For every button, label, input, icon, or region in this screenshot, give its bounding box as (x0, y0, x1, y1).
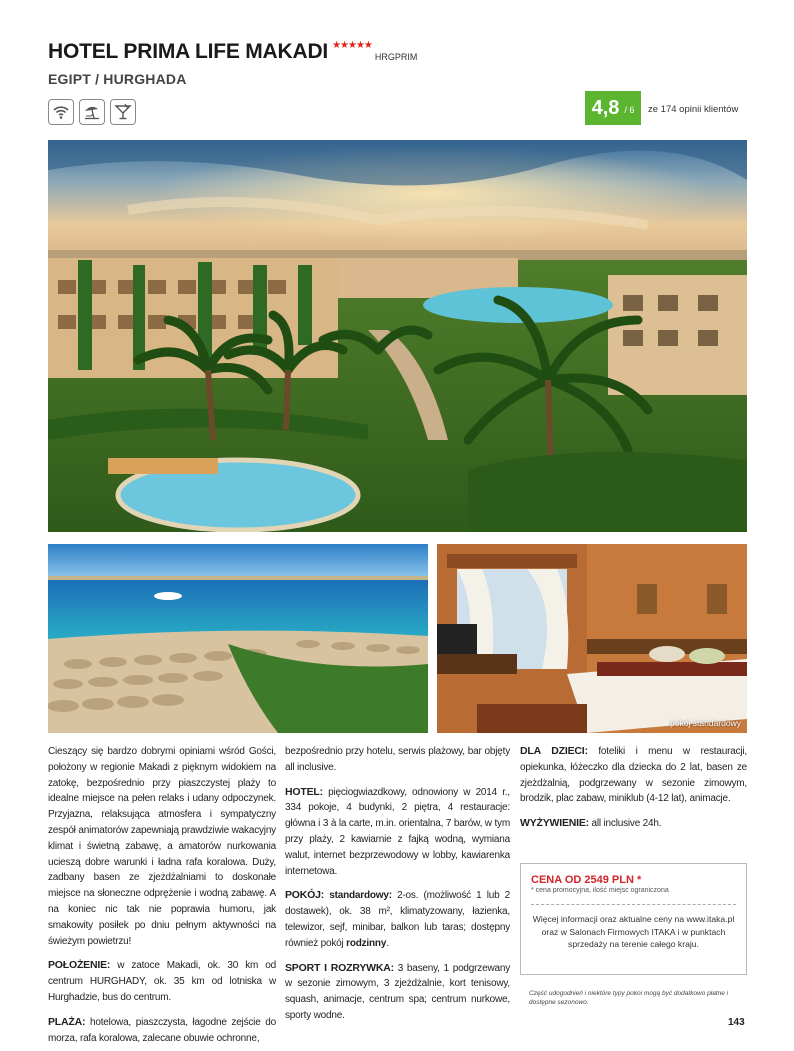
beach-text: hotelowa, piaszczysta, łagodne zejście do morza, rafa koralowa, zalecane obuwie ochronne, (48, 1016, 276, 1044)
column-2 (285, 744, 510, 1033)
footnote: Część udogodnień i niektóre typy pokoi mogą być dodatkowo płatne i dostępne sezonowo. (529, 990, 729, 1006)
sport-heading: SPORT I ROZRYWKA: (285, 961, 394, 974)
column-3 (520, 744, 747, 841)
price-title: CENA OD 2549 PLN * (531, 874, 642, 886)
room-photo (437, 544, 747, 733)
rating-value: 4,8 (591, 96, 620, 119)
location-text: w zatoce Makadi, ok. 30 km od centrum HURGHADY, ok. 35 km od lotniska w Hurghadzie, bus do centrum. (48, 960, 276, 1003)
intro-paragraph: Cieszący się bardzo dobrymi opiniami wśród Gości, położony w regionie Makadi z pięknym widokiem na zatokę, bezpośrednio przy piaszczystej plaży to idealne miejsce na pełen relaks i udany odpoczynek. Przyjazna, relaksująca atmosfera i sympatyczny zespół animatorów zapewniają prawdziwie wakacyjny klimat i świetną zabawę, a amatorów nurkowania ucieszą dobre warunki i ładna rafa koralowa. Duży, zadbany basen ze zjeżdżalniami to doskonałe miejsce na słoneczne odprężenie i wodną zabawę. A na koniec nic tak nie poprawia humoru, jak smakowity posiłek po dniu pełnym aktywności na świeżym powietrzu! (48, 746, 276, 947)
room-text: 2-os. (możliwość 1 lub 2 dostawek), ok. 38 m², klimatyzowany, łazienka, telewizor, sejf, minibar, balkon lub taras; dostępny również pokój (285, 890, 510, 949)
title-row (48, 40, 417, 64)
kids-heading: DLA DZIECI: (520, 745, 588, 757)
location-subtitle: EGIPT / HURGHADA (48, 71, 187, 87)
beach-photo (48, 544, 428, 733)
price-box (520, 863, 747, 975)
star-rating-icon: ★★★★★ (332, 40, 372, 51)
price-divider (531, 904, 736, 905)
food-text: all inclusive 24h. (588, 818, 662, 830)
kids-text: foteliki i menu w restauracji, opiekunka, łóżeczko dla dziecka do 2 lat, basen ze zjeżdżalnią, podgrzewany w sezonie zimowym, brodzik, plac zabaw, miniklub (4-12 lat), animacje. (520, 746, 748, 805)
beach-continued: bezpośrednio przy hotelu, serwis plażowy, bar objęty all inclusive. (285, 746, 510, 773)
room-photo-caption: pokój standardowy (670, 718, 741, 728)
price-note: * cena promocyjna, ilość miejsc ograniczona (531, 887, 669, 894)
beach-umbrella-icon (79, 99, 105, 125)
food-paragraph (520, 816, 747, 832)
sport-text: 3 baseny, 1 podgrzewany w sezonie zimowym, 3 zjeżdżalnie, kort tenisowy, squash, animacje, centrum spa; centrum nurkowe, sporty wodne. (285, 962, 510, 1021)
hotel-name: HOTEL PRIMA LIFE MAKADI (48, 40, 329, 63)
sport-paragraph (285, 961, 510, 1024)
room-family: rodzinny (346, 937, 387, 949)
kids-paragraph (520, 744, 747, 807)
room-paragraph (285, 888, 510, 951)
room-heading: POKÓJ: (285, 889, 325, 902)
cocktail-icon (110, 99, 136, 125)
hotel-paragraph (285, 785, 510, 880)
beach-heading: PLAŻA: (48, 1015, 86, 1028)
beach-paragraph (48, 1015, 276, 1047)
hotel-text: pięciogwiazdkowy, odnowiony w 2014 r., 334 pokoje, 4 budynki, 2 piętra, 4 restauracje: główna i 3 à la carte, m.in. orientalna, 7 barów, w tym przy plaży, 2 kawiarnie z fajką wodną, wymiana walut, internet bezprzewodowy w lobby, kawiarenka internetowa. (285, 786, 510, 877)
room-subheading: standardowy: (324, 890, 392, 902)
room-end: . (386, 937, 389, 949)
hotel-heading: HOTEL: (285, 785, 323, 798)
wifi-icon (48, 99, 74, 125)
price-info: Więcej informacji oraz aktualne ceny na www.itaka.pl oraz w Salonach Firmowych ITAKA i w punktach sprzedaży na terenie całego kraju. (532, 914, 735, 949)
page-number: 143 (728, 1017, 745, 1028)
hotel-code: HRGPRIM (374, 52, 418, 62)
rating-badge (585, 91, 641, 125)
resort-panorama-photo (48, 140, 747, 532)
rating-scale: / 6 (624, 104, 635, 115)
rating-reviews: ze 174 opinii klientów (648, 104, 739, 115)
location-paragraph (48, 958, 276, 1005)
column-1 (48, 744, 276, 1051)
amenities-bar (48, 99, 136, 125)
food-heading: WYŻYWIENIE: (520, 817, 589, 830)
location-heading: POŁOŻENIE: (48, 959, 111, 972)
